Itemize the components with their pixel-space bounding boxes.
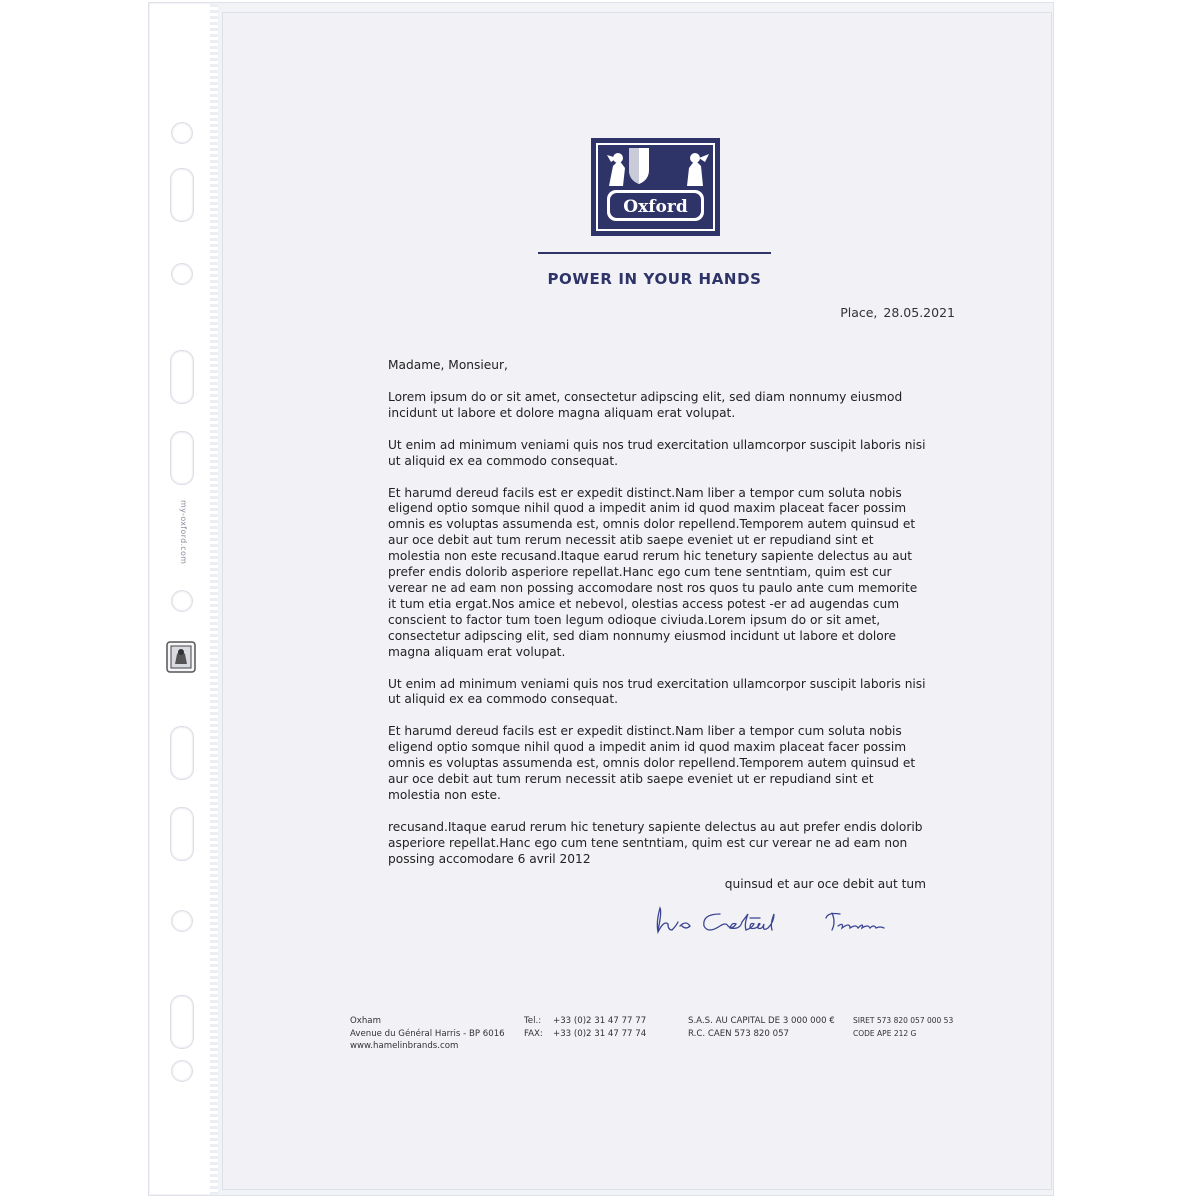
punch-hole <box>171 910 193 932</box>
fax-label: FAX: <box>524 1028 543 1039</box>
footer-registry-block <box>853 1015 953 1040</box>
letter-dateline <box>840 305 955 320</box>
footer-company: Oxham <box>350 1016 381 1026</box>
handwritten-signature <box>650 900 930 945</box>
paragraph: Et harumd dereud facils est er expedit distinct.Nam liber a tempor cum soluta nobis eligend optio somque nihil quod a impedit anim id quod maxim placeat facer possim omnis es voluptas assumenda est, omnis dolor repellend.Temporem autem quinsud et aur oce debit aut tum rerum necessit atib saepe eveniet ut er repudiand sint et molestia non este recusand.Itaque earud rerum hic tenetury sapiente delectus au aut prefer endis dolorib asperiore repellat.Hanc ego cum tene sentntiam, quim est cur verear ne ad eam non possing accomodare nost ros quos tu paulo ante cum memorite it tum etia ergat.Nos amice et nebevol, olestias access potest -er ad augendas cum conscient to factor tum toen legum odioque civiuda.Lorem ipsum do or sit amet, consectetur adipscing elit, sed diam nonnumy eiusmod incidunt ut labore et dolore magna aliquam erat volupat. <box>388 485 918 659</box>
punch-hole <box>171 590 193 612</box>
sleeve-website-text: my-oxford.com <box>179 500 188 565</box>
paragraph: Ut enim ad minimum veniami quis nos trud exercitation ullamcorpor suscipit laboris nisi ut aliquid ex ea commodo consequat. <box>388 676 926 707</box>
fax-number: +33 (0)2 31 47 77 74 <box>553 1028 647 1039</box>
footer-website: www.hamelinbrands.com <box>350 1041 459 1052</box>
punch-hole <box>170 168 194 222</box>
punch-hole <box>171 1060 193 1082</box>
punch-hole <box>170 726 194 780</box>
letter-date: 28.05.2021 <box>883 305 955 320</box>
paragraph: Et harumd dereud facils est er expedit distinct.Nam liber a tempor cum soluta nobis eligend optio somque nihil quod a impedit anim id quod maxim placeat facer possim omnis es voluptas assumenda est, omnis dolor repellend.Temporem autem quinsud et aur oce debit aut tum rerum necessit atib saepe eveniet ut er repudiand sint et molestia non este. <box>388 724 916 802</box>
footer-capital: S.A.S. AU CAPITAL DE 3 000 000 € <box>688 1016 835 1026</box>
footer-contact-block <box>524 1015 646 1040</box>
footer-rc: R.C. CAEN 573 820 057 <box>688 1028 790 1039</box>
footer-company-block <box>350 1015 505 1053</box>
sleeve-website <box>172 500 192 590</box>
punch-hole <box>171 122 193 144</box>
header-rule <box>538 252 771 254</box>
letter-place: Place, <box>840 305 878 320</box>
sleeve-seam <box>210 4 218 1194</box>
footer-legal-block <box>688 1015 835 1040</box>
tel-number: +33 (0)2 31 47 77 77 <box>553 1016 647 1026</box>
punch-hole <box>171 263 193 285</box>
footer-siret: SIRET 573 820 057 000 53 <box>853 1016 954 1025</box>
oxford-logo <box>591 138 720 236</box>
closing-line: quinsud et aur oce debit aut tum <box>724 877 926 891</box>
oxford-lion-emblem-icon <box>165 640 197 674</box>
paragraph: Ut enim ad minimum veniami quis nos trud exercitation ullamcorpor suscipit laboris nisi ut aliquid ex ea commodo consequat. <box>388 437 926 468</box>
paragraph: Lorem ipsum do or sit amet, consectetur adipscing elit, sed diam nonnumy eiusmod incidunt ut labore et dolore magna aliquam erat volupat. <box>388 389 903 420</box>
footer-address: Avenue du Général Harris - BP 6016 <box>350 1028 505 1039</box>
brand-tagline: POWER IN YOUR HANDS <box>547 270 762 288</box>
logo-text: Oxford <box>623 197 688 217</box>
letter-body <box>388 358 928 884</box>
punch-hole <box>170 995 194 1049</box>
punch-hole <box>170 431 194 485</box>
punch-hole <box>170 807 194 861</box>
punch-hole <box>170 350 194 404</box>
footer-ape: CODE APE 212 G <box>853 1028 917 1038</box>
salutation: Madame, Monsieur, <box>388 358 508 372</box>
paragraph: recusand.Itaque earud rerum hic tenetury sapiente delectus au aut prefer endis dolorib asperiore repellat.Hanc ego cum tene sentntiam, quim est cur verear ne ad eam non possing accomodare 6 avril 2012 <box>388 819 923 866</box>
tel-label: Tel.: <box>524 1016 542 1026</box>
